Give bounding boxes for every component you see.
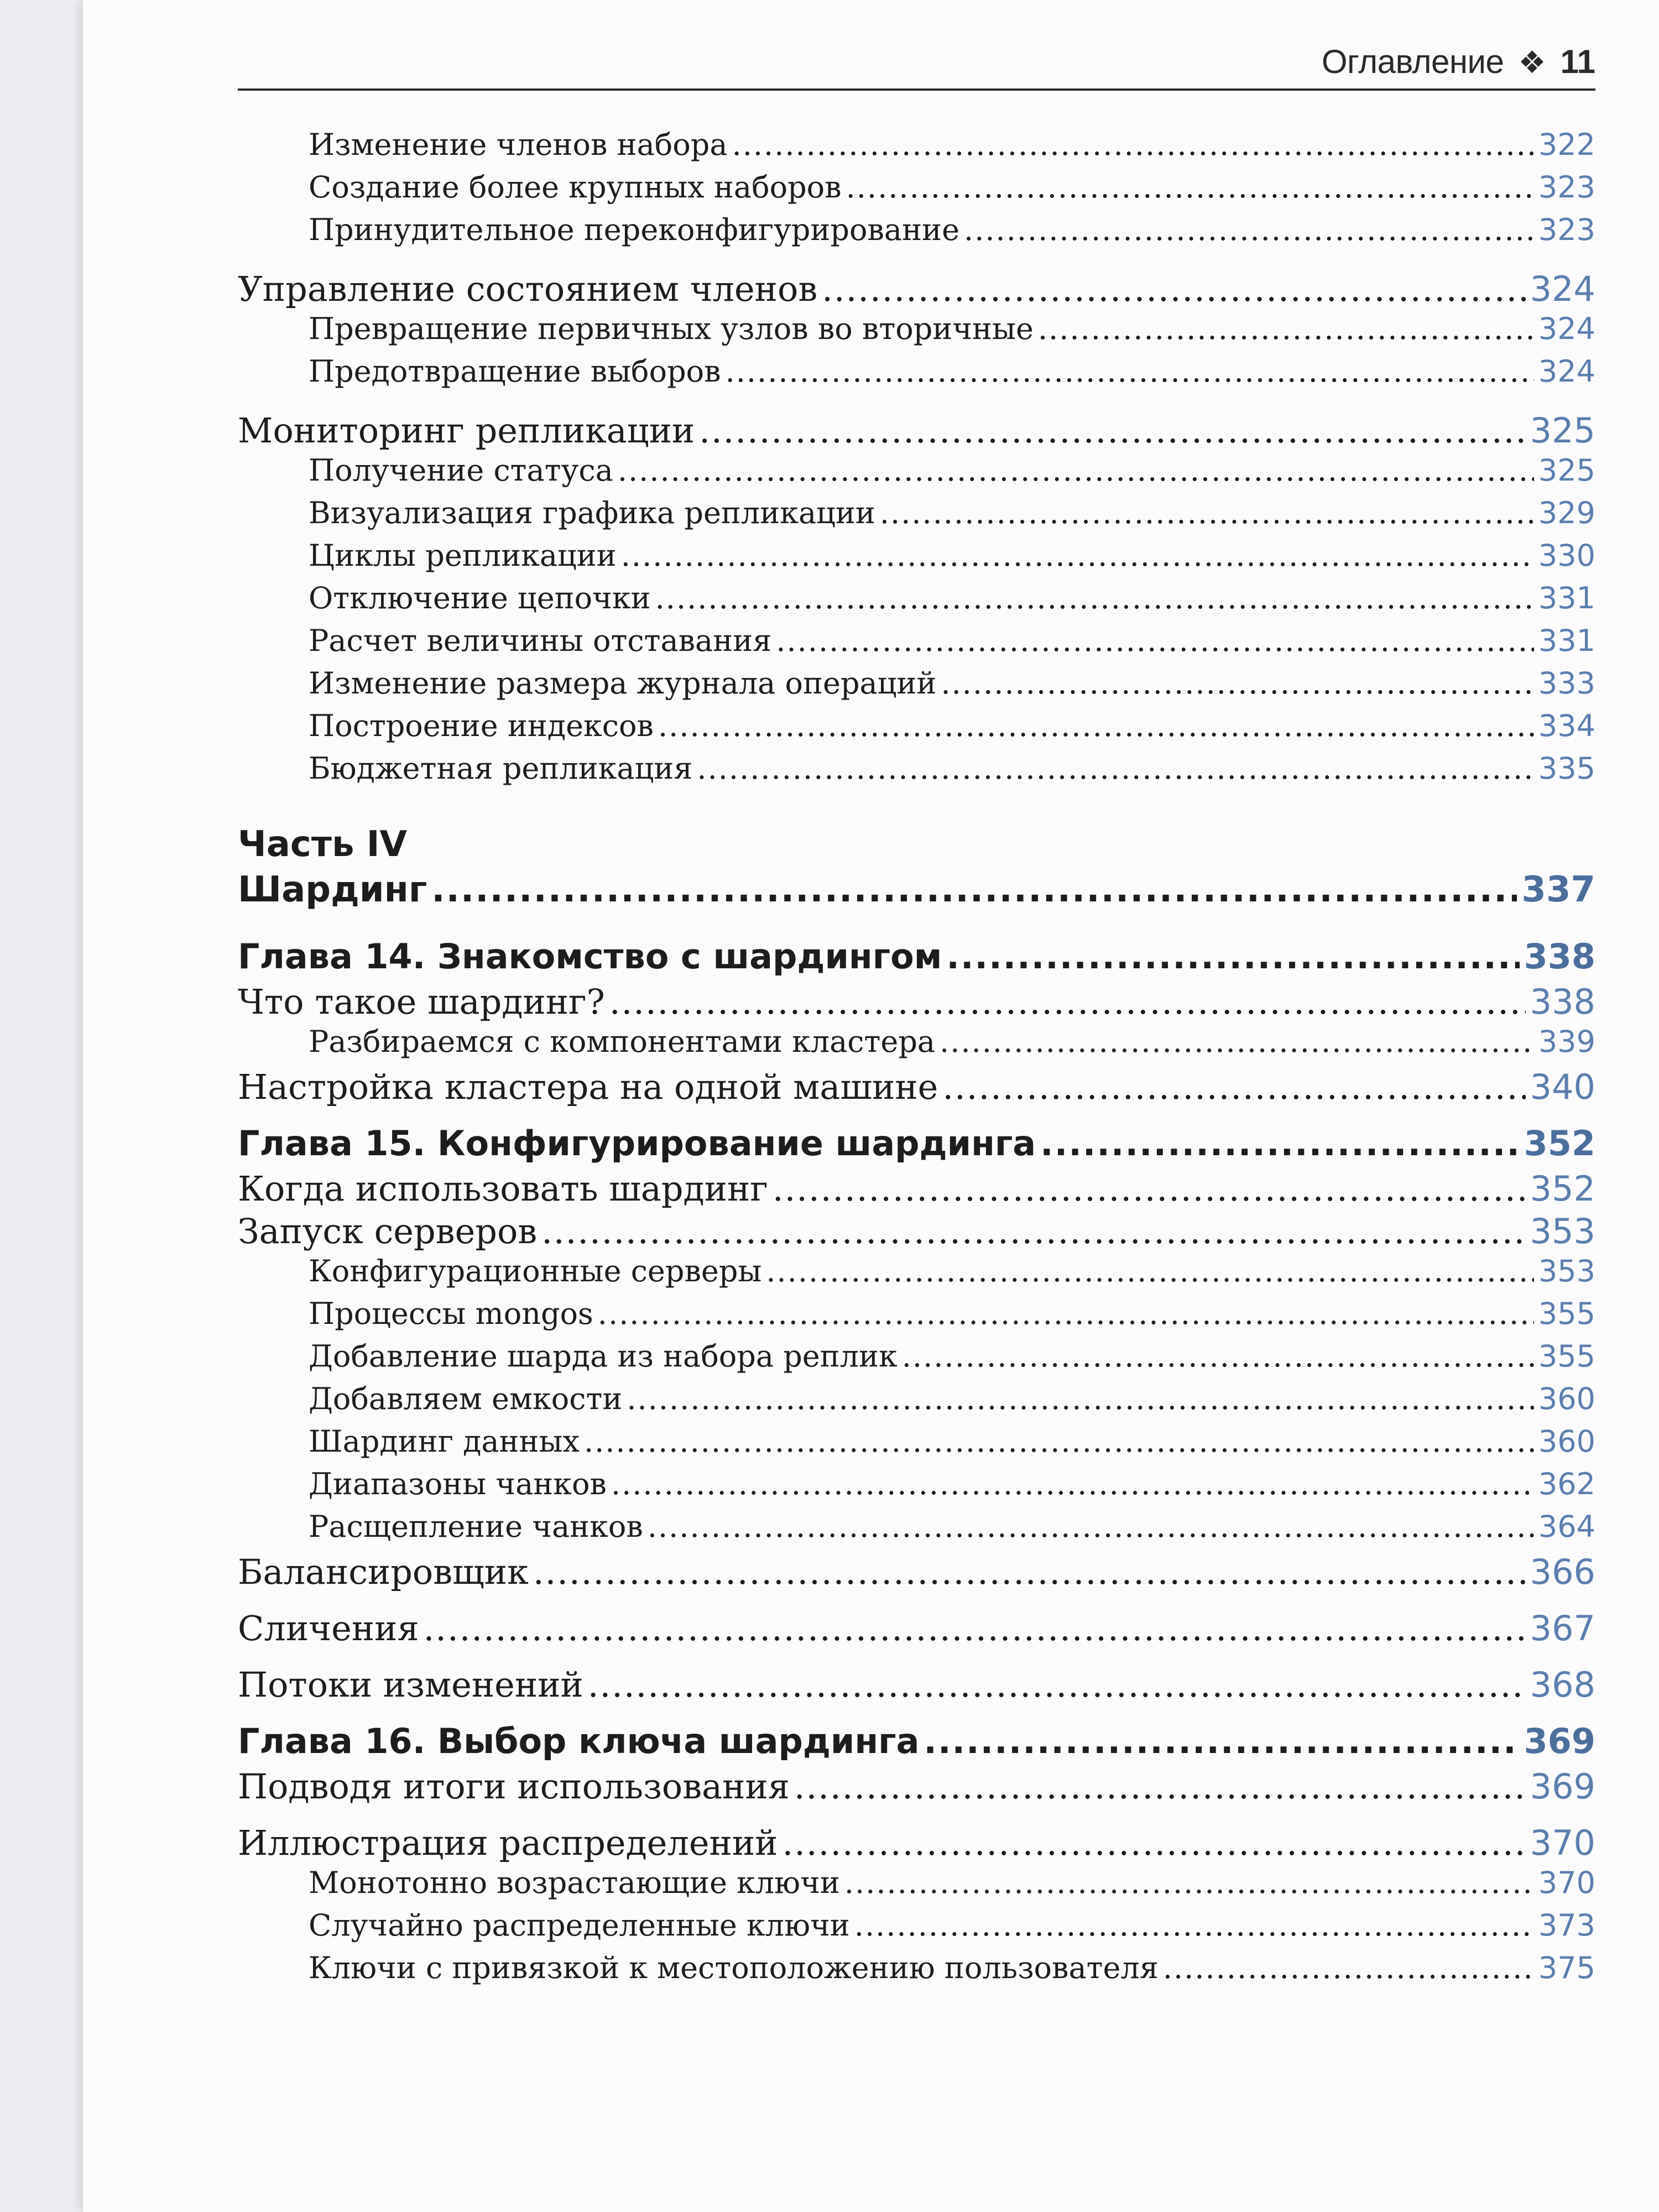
toc-entry-title: Изменение членов набора: [309, 127, 728, 162]
toc-section: [238, 1766, 1595, 1809]
toc-section-page: 340: [1530, 1067, 1595, 1107]
toc-entry-page: 362: [1538, 1467, 1595, 1501]
dot-leader: [773, 1168, 1526, 1209]
toc-entry-page: 364: [1538, 1509, 1595, 1544]
dot-leader: [621, 538, 1534, 573]
toc-entry-title: Изменение размера журнала операций: [309, 666, 937, 701]
toc-entry-title: Превращение первичных узлов во вторичные: [309, 311, 1034, 346]
toc-entry-title: Получение статуса: [309, 453, 613, 488]
toc-entry: [238, 170, 1595, 212]
toc-entry-page: 323: [1538, 212, 1595, 247]
toc-entry: [238, 1296, 1595, 1339]
toc-entry-page: 360: [1538, 1381, 1595, 1416]
toc-entry-title: Бюджетная репликация: [309, 751, 693, 786]
toc-section-page: 370: [1530, 1823, 1595, 1863]
toc-entry: [238, 1024, 1595, 1067]
part-heading: Часть IV: [238, 824, 408, 865]
toc-entry-page: 360: [1538, 1424, 1595, 1459]
toc-section-title: Подводя итоги использования: [238, 1766, 790, 1807]
toc-entry-page: 325: [1538, 453, 1595, 488]
toc-entry-title: Добавляем емкости: [309, 1381, 623, 1416]
toc-entry-title: Принудительное переконфигурирование: [309, 212, 960, 247]
toc-entry-page: 329: [1538, 495, 1595, 530]
dot-leader: [822, 269, 1525, 309]
dot-leader: [431, 869, 1517, 910]
toc-part-title: Шардинг: [238, 869, 427, 910]
dot-leader: [697, 751, 1534, 786]
toc-entry-title: Визуализация графика репликации: [309, 495, 875, 530]
toc-entry: [238, 1908, 1595, 1950]
book-page: [83, 0, 1659, 2212]
toc-entry-page: 324: [1538, 354, 1595, 389]
dot-leader: [584, 1424, 1534, 1459]
toc-entry-page: 333: [1538, 666, 1595, 701]
toc-entry: [238, 708, 1595, 751]
dot-leader: [627, 1381, 1534, 1416]
dot-leader: [1040, 1123, 1519, 1164]
toc-section: [238, 1823, 1595, 1865]
dot-leader: [946, 936, 1519, 977]
toc-chapter-title: Глава 14. Знакомство с шардингом: [238, 936, 942, 977]
toc-section-title: Потоки изменений: [238, 1665, 583, 1705]
toc-entry: [238, 212, 1595, 255]
dot-leader: [854, 1908, 1534, 1943]
toc-chapter: [238, 936, 1595, 982]
toc-entry: [238, 453, 1595, 495]
toc-chapter: [238, 1721, 1595, 1766]
toc-section-title: Иллюстрация распределений: [238, 1823, 778, 1863]
toc-entry: [238, 311, 1595, 354]
toc-entry: [238, 1467, 1595, 1509]
dot-leader: [618, 453, 1534, 488]
dot-leader: [924, 1721, 1519, 1761]
toc-section: [238, 1552, 1595, 1594]
toc-entry: [238, 581, 1595, 623]
dot-leader: [541, 1211, 1525, 1251]
toc-entry: [238, 538, 1595, 581]
toc-section-title: Балансировщик: [238, 1552, 529, 1592]
toc-section-title: Запуск серверов: [238, 1211, 538, 1251]
toc-entry-title: Предотвращение выборов: [309, 354, 721, 389]
dot-leader: [699, 410, 1525, 451]
toc-entry-title: Монотонно возрастающие ключи: [309, 1865, 840, 1900]
toc-section: [238, 982, 1595, 1024]
toc-section-page: 366: [1530, 1552, 1595, 1592]
dot-leader: [902, 1339, 1534, 1374]
toc-entry-title: Шардинг данных: [309, 1424, 580, 1459]
page-number: 11: [1560, 43, 1595, 80]
toc-section-page: 368: [1530, 1665, 1595, 1705]
toc-entry: [238, 1865, 1595, 1908]
toc-section: [238, 1211, 1595, 1254]
toc-entry: [238, 495, 1595, 538]
dot-leader: [658, 708, 1534, 743]
toc-entry-page: 331: [1538, 623, 1595, 658]
toc-entry-title: Случайно распределенные ключи: [309, 1908, 850, 1943]
toc-entry-title: Процессы mongos: [309, 1296, 593, 1331]
dot-leader: [776, 623, 1534, 658]
toc-chapter-page: 352: [1524, 1123, 1595, 1164]
dot-leader: [880, 495, 1534, 530]
toc-entry-page: 334: [1538, 708, 1595, 743]
table-of-contents: [238, 127, 1595, 1993]
toc-section-title: Что такое шардинг?: [238, 982, 605, 1022]
toc-section-title: Сличения: [238, 1608, 419, 1648]
dot-leader: [846, 170, 1534, 205]
toc-entry: [238, 354, 1595, 397]
dot-leader: [1163, 1950, 1534, 1985]
dot-leader: [941, 666, 1533, 701]
toc-entry: [238, 751, 1595, 794]
toc-entry: [238, 666, 1595, 708]
dot-leader: [533, 1552, 1526, 1592]
dot-leader: [424, 1608, 1526, 1648]
dot-leader: [964, 212, 1534, 247]
toc-section-page: 353: [1530, 1211, 1595, 1251]
dot-leader: [611, 1467, 1534, 1501]
toc-entry-page: 330: [1538, 538, 1595, 573]
toc-section: [238, 1168, 1595, 1211]
dot-leader: [732, 127, 1534, 162]
toc-part: [238, 869, 1595, 922]
toc-entry: [238, 1381, 1595, 1424]
ornament-icon: ❖: [1518, 45, 1546, 80]
toc-entry-title: Разбираемся с компонентами кластера: [309, 1024, 936, 1059]
toc-entry-page: 322: [1538, 127, 1595, 162]
toc-entry-title: Построение индексов: [309, 708, 654, 743]
dot-leader: [942, 1067, 1525, 1107]
toc-section-page: 369: [1530, 1766, 1595, 1807]
toc-entry-page: 353: [1538, 1254, 1595, 1288]
toc-entry: [238, 1254, 1595, 1296]
toc-entry-title: Расчет величины отставания: [309, 623, 772, 658]
toc-section-title: Когда использовать шардинг: [238, 1168, 768, 1209]
toc-entry-page: 331: [1538, 581, 1595, 615]
dot-leader: [940, 1024, 1534, 1059]
toc-entry-title: Конфигурационные серверы: [309, 1254, 762, 1288]
toc-section-title: Настройка кластера на одной машине: [238, 1067, 938, 1107]
toc-entry-title: Расщепление чанков: [309, 1509, 643, 1544]
dot-leader: [655, 581, 1534, 615]
toc-section: [238, 1665, 1595, 1707]
toc-entry-title: Отключение цепочки: [309, 581, 651, 615]
toc-section: [238, 1608, 1595, 1651]
toc-entry-title: Добавление шарда из набора реплик: [309, 1339, 898, 1374]
toc-chapter: [238, 1123, 1595, 1168]
dot-leader: [726, 354, 1534, 389]
dot-leader: [588, 1665, 1526, 1705]
dot-leader: [1038, 311, 1534, 346]
toc-section-page: 325: [1530, 410, 1595, 451]
toc-section: [238, 269, 1595, 311]
toc-chapter-page: 369: [1524, 1721, 1595, 1761]
dot-leader: [794, 1766, 1526, 1807]
toc-entry: [238, 1509, 1595, 1552]
toc-section-title: Управление состоянием членов: [238, 269, 818, 309]
dot-leader: [648, 1509, 1534, 1544]
toc-entry: [238, 1339, 1595, 1381]
toc-entry-title: Диапазоны чанков: [309, 1467, 607, 1501]
toc-entry-page: 375: [1538, 1950, 1595, 1985]
toc-entry-title: Циклы репликации: [309, 538, 617, 573]
toc-entry-page: 355: [1538, 1296, 1595, 1331]
toc-section: [238, 1067, 1595, 1109]
dot-leader: [766, 1254, 1534, 1288]
toc-entry-page: 335: [1538, 751, 1595, 786]
toc-entry-page: 370: [1538, 1865, 1595, 1900]
toc-section-page: 352: [1530, 1168, 1595, 1209]
toc-entry-page: 339: [1538, 1024, 1595, 1059]
dot-leader: [844, 1865, 1534, 1900]
toc-chapter-title: Глава 15. Конфигурирование шардинга: [238, 1123, 1036, 1164]
toc-section-title: Мониторинг репликации: [238, 410, 695, 451]
toc-entry: [238, 1424, 1595, 1467]
dot-leader: [609, 982, 1526, 1022]
running-header: [238, 39, 1595, 91]
toc-entry-page: 373: [1538, 1908, 1595, 1943]
toc-entry-page: 324: [1538, 311, 1595, 346]
toc-entry: [238, 623, 1595, 666]
dot-leader: [782, 1823, 1526, 1863]
dot-leader: [598, 1296, 1534, 1331]
toc-entry-page: 323: [1538, 170, 1595, 205]
toc-entry-title: Ключи с привязкой к местоположению пользователя: [309, 1950, 1159, 1985]
toc-chapter-title: Глава 16. Выбор ключа шардинга: [238, 1721, 920, 1761]
header-title: Оглавление: [1321, 43, 1504, 80]
toc-entry: [238, 127, 1595, 170]
toc-section-page: 338: [1530, 982, 1595, 1022]
toc-section: [238, 410, 1595, 453]
toc-entry-page: 355: [1538, 1339, 1595, 1374]
toc-section-page: 324: [1530, 269, 1595, 309]
toc-chapter-page: 338: [1524, 936, 1595, 977]
toc-section-page: 367: [1530, 1608, 1595, 1648]
toc-entry-title: Создание более крупных наборов: [309, 170, 842, 205]
toc-part-page: 337: [1521, 869, 1595, 910]
toc-entry: [238, 1950, 1595, 1993]
